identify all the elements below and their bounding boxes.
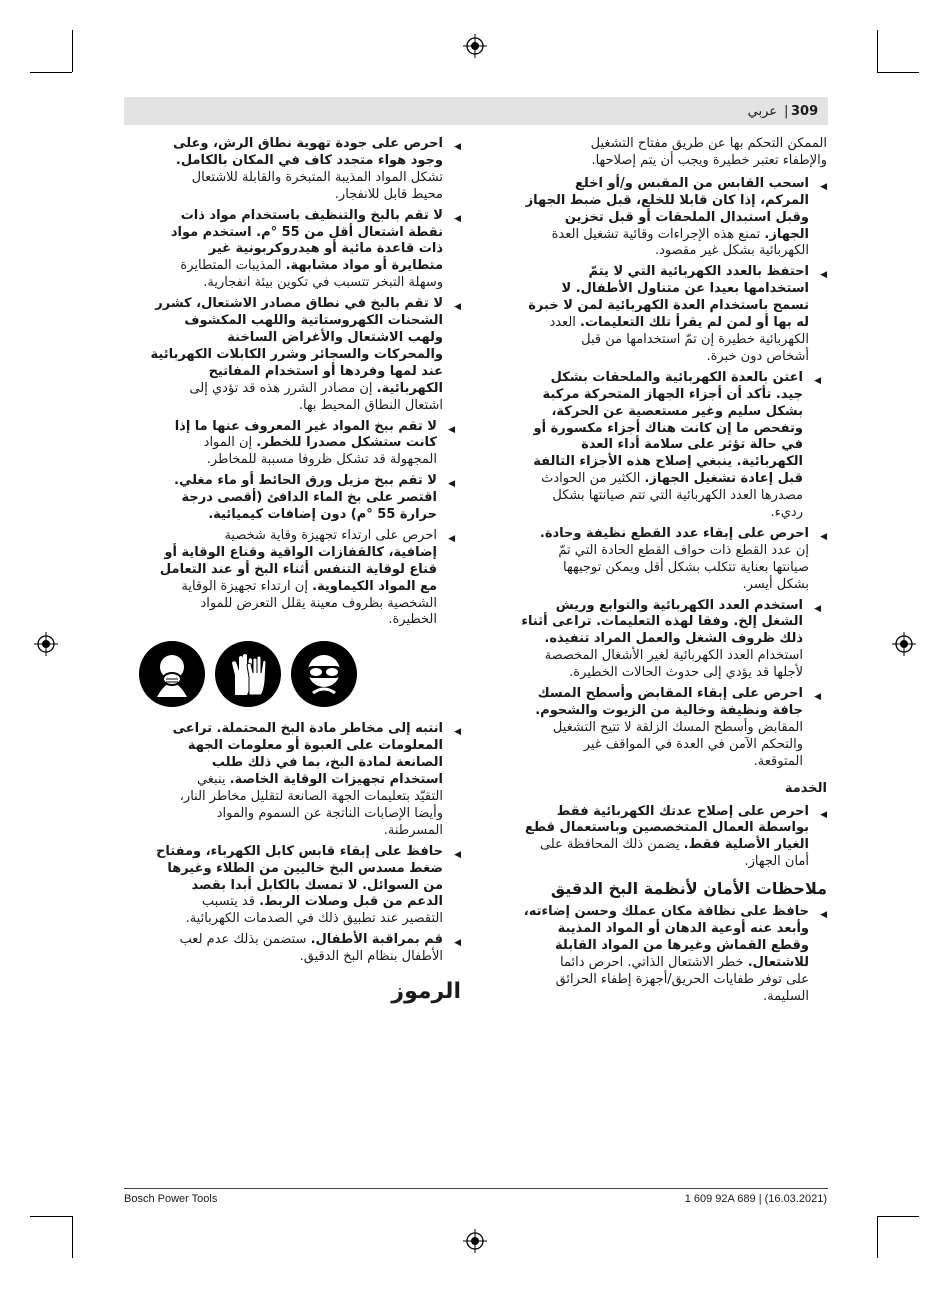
bullet-triangle-icon: ◀ (814, 692, 821, 703)
bullet-triangle-icon: ◀ (820, 809, 827, 820)
item-text-line: بشكل أيسر. (742, 576, 809, 592)
item-mixed-line (123, 932, 443, 949)
bullet-item (123, 721, 461, 839)
item-text-line: مصدرها العدد الكهربائية التي تتم صيانتها بشكل (552, 488, 803, 504)
bullet-triangle-icon: ◀ (454, 213, 461, 224)
item-bold-line: جافة ونظيفة وخالية من الزيوت والشحوم. (535, 703, 803, 718)
bullet-item (485, 804, 827, 872)
bullet-triangle-icon: ◀ (814, 375, 821, 386)
bullet-item (485, 264, 827, 365)
item-text-line: السليمة. (762, 988, 809, 1004)
item-bold-line: تسمح باستخدام العدة الكهربائية لمن لا خبرة (528, 298, 809, 314)
bullet-item (485, 176, 827, 261)
item-mixed-line (123, 579, 437, 596)
page-header-bar (124, 97, 828, 125)
item-normal-text: ستضمن بذلك عدم لعب (179, 932, 311, 948)
item-bold-line: اسحب القابس من المقبس و/أو اخلع (574, 175, 809, 191)
item-bold-line: حافظ على نظافة مكان عملك وحسن إضاءته، (523, 904, 809, 920)
item-bold-text: الدعم من قبل وصلات الربط. (259, 894, 443, 910)
item-bold-line: ذات قاعدة مائية أو هيدروكربونية غير (208, 241, 443, 257)
bullet-triangle-icon: ◀ (448, 479, 455, 490)
item-normal-text: العدد (549, 315, 581, 331)
bullet-item (123, 208, 461, 293)
item-text-line: والتحكم الآمن في العدة في المواقف غير (583, 736, 803, 752)
item-text-line: أمان الجهاز. (744, 854, 809, 870)
bullet-item (123, 932, 461, 966)
item-normal-text: إن مصادر الشرر هذه قد تؤدي إلى (189, 380, 377, 396)
item-mixed-line (123, 894, 443, 911)
footer-doc-number: 1 609 92A 689 | (16.03.2021) (684, 1193, 827, 1205)
bullet-triangle-icon: ◀ (820, 531, 827, 542)
item-bold-line: احرص على إبقاء عدد القطع نظيفة وحادة. (539, 525, 809, 541)
item-bold-line: ضغط مسدس البخ خاليين من الطلاء وغيرها (167, 860, 443, 876)
item-text-line: احرص على ارتداء تجهيزة وقاية شخصية (224, 527, 437, 543)
section-heading-service: الخدمة (784, 780, 827, 796)
item-text-line: محيط قابل للانفجار. (334, 186, 443, 202)
right-column (485, 136, 827, 1010)
bullet-triangle-icon: ◀ (814, 603, 821, 614)
item-text-line: الشخصية بظروف معينة يقلل التعرض للمواد (200, 595, 437, 611)
item-bold-line: جيد. تأكد أن أجزاء الجهاز المتحركة مركبة (542, 386, 803, 402)
item-bold-line: وأبعد عنه أوعية الدهان أو المواد المذيبة (557, 920, 809, 936)
item-bold-line: لا تقم ببخ المواد غير المعروف عنها ما إذا (174, 418, 437, 434)
item-mixed-line (485, 837, 809, 854)
item-text-line: المسرطنة. (383, 822, 443, 838)
bullet-item (485, 526, 827, 594)
item-bold-line: لا تقم بالبخ والتنظيف باستخدام مواد ذات (180, 207, 443, 223)
item-bold-line: احتفظ بالعدد الكهربائية التي لا يتمّ (588, 264, 809, 280)
item-bold-line: انتبه إلى مخاطر مادة البخ المحتملة. تراعى (172, 721, 443, 737)
left-column (123, 136, 461, 1005)
footer-brand: Bosch Power Tools (124, 1193, 218, 1205)
bullet-triangle-icon: ◀ (820, 910, 827, 921)
item-text-line: صيانتها بعناية تتكلب بشكل أقل ويمكن توجيهها (563, 559, 809, 575)
bullet-item (123, 136, 461, 204)
item-bold-line: الشغل إلخ. وفقا لهذه التعليمات. تراعى أثناء (521, 614, 803, 630)
item-bold-line: حافظ على إبقاء قابس كابل الكهرباء، ومفتاح (156, 843, 443, 859)
bullet-triangle-icon: ◀ (820, 270, 827, 281)
item-bold-line: والمحركات والسجائر وشرر الكابلات الكهربائية (150, 346, 443, 362)
item-bold-text: استخدام تجهيزات الوقاية الخاصة. (229, 772, 443, 788)
item-bold-line: الكهربائية. ينبغي إصلاح هذه الأجزاء التالفة (533, 454, 803, 470)
section-heading-spray: ملاحظات الأمان لأنظمة البخ الدقيق (550, 879, 827, 899)
ppe-icons-row (139, 641, 461, 707)
bullet-item (123, 419, 461, 470)
item-bold-line: عند لمها وفردها أو استخدام المفاتيح (208, 363, 443, 379)
item-bold-line: الصانعة لمادة البخ، بما في ذلك طلب (211, 755, 443, 771)
item-bold-line: بشكل سليم وغير مستعصية عن الحركة، (551, 403, 803, 419)
item-mixed-line (485, 471, 803, 488)
registration-mark-icon (463, 1229, 487, 1253)
item-bold-text: الغيار الأصلية فقط. (683, 837, 809, 853)
bullet-item (485, 686, 827, 771)
item-text-line: الأطفال بنظام البخ الدقيق. (299, 949, 443, 965)
intro-text-line: والإطفاء تعتبر خطيرة ويجب أن يتم إصلاحها. (591, 152, 827, 168)
item-text-line: الكهربائية بشكل غير مقصود. (655, 243, 809, 259)
item-text-line: رديء. (770, 505, 803, 521)
item-mixed-line (123, 258, 443, 275)
item-bold-line: احرص على إبقاء المقابض وأسطح المسك (537, 686, 803, 702)
bullet-item (485, 904, 827, 1005)
item-bold-line: وقطع القماش وغيرها من المواد القابلة (555, 937, 809, 953)
bullet-triangle-icon: ◀ (454, 938, 461, 949)
item-bold-line: نقطة اشتعال أقل من 55 °م. استخدم مواد (170, 224, 443, 240)
item-mixed-line (485, 955, 809, 972)
crop-mark (877, 1216, 878, 1258)
item-bold-line: حرارة 55 °م) دون إضافات كيميائية. (208, 507, 437, 523)
item-bold-line: من السوائل. لا تمسك بالكابل أبدا بقصد (191, 877, 443, 893)
registration-mark-icon (892, 632, 916, 656)
item-normal-text: الكثير من الحوادث (541, 471, 645, 487)
bullet-triangle-icon: ◀ (820, 181, 827, 192)
crop-mark (877, 72, 919, 73)
item-text-line: على توفر طفايات الحريق/أجهزة إطفاء الحرائق (555, 971, 809, 987)
item-mixed-line (123, 772, 443, 789)
safety-goggles-icon (291, 641, 357, 707)
item-bold-line: الشحنات الكهروستاتية واللهب المكشوف (184, 313, 443, 329)
item-mixed-line (123, 381, 443, 398)
item-text-line: المقابض وأسطح المسك الزلقة لا تتيح التشغيل (552, 719, 803, 735)
item-text-line: استخدام العدد الكهربائية لغير الأشغال المخصصة (544, 648, 803, 664)
crop-mark (30, 72, 72, 73)
crop-mark (72, 30, 73, 72)
crop-mark (72, 1216, 73, 1258)
item-bold-line: لا تقم بالبخ في نطاق مصادر الاشتعال، كشرر (155, 296, 443, 312)
bullet-item (123, 528, 461, 629)
item-normal-text: ينبغي (196, 772, 230, 788)
item-bold-line: المعلومات على العبوة أو معلومات الجهة (187, 738, 443, 754)
registration-mark-icon (34, 632, 58, 656)
item-text-line: اشتعال النطاق المحيط بها. (298, 397, 443, 413)
item-bold-text: قم بمراقبة الأطفال. (310, 932, 443, 948)
item-normal-text: خطر الاشتعال الذاتي. احرص دائما (560, 954, 748, 970)
item-bold-line: وتفحص ما إن كانت هناك أجزاء مكسورة أو (533, 420, 803, 436)
bullet-triangle-icon: ◀ (454, 727, 461, 738)
item-bold-line: ولهب الاشتعال والأغراض الساخنة (227, 329, 443, 345)
item-bold-line: إضافية، كالقفازات الواقية وقناع الوقاية أو (164, 544, 437, 560)
item-bold-line: احرص على إصلاح عدتك الكهربائية فقط (556, 803, 809, 819)
crop-mark (30, 1216, 72, 1217)
item-bold-line: وقبل استبدال الملحقات أو قبل تخزين (564, 209, 809, 225)
item-bold-line: احرص على جودة تهوية نطاق الرش، وعلى (173, 136, 443, 151)
item-mixed-line (485, 227, 809, 244)
item-text-line: إن عدد القطع ذات حواف القطع الحادة التي تمّ (558, 542, 809, 558)
bullet-item (485, 370, 827, 522)
crop-mark (877, 30, 878, 72)
item-normal-text: المذيبات المتطايرة (180, 258, 286, 274)
item-text-line: المجهولة قد تشكل ظروفا مسببة للمخاطر. (206, 452, 437, 468)
item-bold-line: ذلك ظروف الشغل والعمل المراد تنفيذه. (544, 631, 803, 647)
item-normal-text: إن ارتداء تجهيزة الوقاية (181, 578, 313, 594)
header-separator: | (784, 104, 789, 119)
item-bold-line: قناع لوقاية التنفس أثناء البخ أو عند التعامل (159, 561, 437, 577)
item-text-line: التقيّد بتعليمات الجهة الصانعة لتقليل مخاطر النار، (179, 789, 443, 804)
item-bold-line: استخدامها بعيدا عن متناول الأطفال. لا (561, 281, 809, 297)
bullet-item (485, 598, 827, 683)
item-normal-text: يضمن ذلك المحافظة على (539, 837, 684, 853)
bullet-triangle-icon: ◀ (454, 302, 461, 313)
item-bold-line: استخدم العدد الكهربائية والتوابع وريش (555, 597, 803, 613)
item-bold-line: لا تقم ببخ مزيل ورق الحائط أو ماء مغلي. (174, 473, 437, 489)
bullet-triangle-icon: ◀ (454, 142, 461, 152)
bullet-item (123, 473, 461, 524)
item-bold-text: قبل إعادة تشغيل الجهاز. (644, 471, 803, 487)
section-heading-symbols: الرموز (391, 979, 461, 1005)
item-bold-line: اعتن بالعدة الكهربائية والملحقات بشكل (550, 369, 803, 385)
item-normal-text: قد يتسبب (201, 894, 260, 910)
footer-divider (124, 1188, 828, 1189)
item-bold-line: في حالة تؤثر على سلامة أداء العدة (581, 437, 803, 453)
item-normal-text: إن المواد (203, 435, 257, 451)
item-text-line: تشكل المواد المذيبة المتبخرة والقابلة للاشتعال (191, 169, 443, 185)
item-normal-text: تمنع هذه الإجراءات وقائية تشغيل العدة (551, 226, 765, 242)
registration-mark-icon (463, 34, 487, 58)
item-bold-line: المركم، إذا كان قابلا للخلع، قبل ضبط الجهاز (525, 192, 809, 208)
item-text-line: الخطيرة. (388, 612, 437, 628)
crop-mark (877, 1216, 919, 1217)
item-bold-text: الكهربائية. (376, 380, 443, 396)
item-bold-line: وجود هواء متجدد كاف في المكان بالكامل. (175, 152, 443, 168)
item-text-line: أشخاص دون خبرة. (706, 348, 809, 364)
intro-text-line: الممكن التحكم بها عن طريق مفتاح التشغيل (590, 136, 827, 151)
item-bold-text: للاشتعال. (747, 954, 809, 970)
item-text-line: الكهربائية خطيرة إن تمّ استخدامها من قبل (581, 331, 809, 347)
page-number: 309 (791, 104, 819, 119)
item-mixed-line (485, 315, 809, 332)
bullet-triangle-icon: ◀ (454, 849, 461, 860)
language-label: عربي (747, 104, 777, 119)
item-text-line: المتوقعة. (753, 753, 803, 769)
dust-mask-icon (139, 641, 205, 707)
item-bold-line: بواسطة العمال المتخصصين وباستعمال قطع (524, 820, 809, 836)
item-text-line: التقصير عند تطبيق ذلك في الصدمات الكهربائية. (185, 911, 443, 927)
bullet-item (123, 844, 461, 929)
protective-gloves-icon (215, 641, 281, 707)
bullet-triangle-icon: ◀ (448, 424, 455, 435)
bullet-triangle-icon: ◀ (448, 533, 455, 544)
item-bold-text: مع المواد الكيماوية. (312, 578, 437, 594)
item-bold-text: كانت ستشكل مصدرا للخطر. (256, 435, 437, 451)
item-text-line: وأيضا الإصابات الناتجة عن السموم والمواد (216, 805, 443, 821)
bullet-item (123, 296, 461, 414)
item-bold-line: اقتصر على بخ الماء الدافئ (أقصى درجة (181, 490, 437, 506)
item-bold-text: الجهاز. (764, 226, 809, 242)
item-text-line: لأجلها قد يؤدي إلى حدوث الحالات الخطيرة. (569, 665, 803, 681)
item-mixed-line (123, 435, 437, 452)
item-bold-text: له بها أو لمن لم يقرأ تلك التعليمات. (580, 315, 809, 331)
item-bold-text: متطايرة أو مواد مشابهة. (285, 258, 443, 274)
item-text-line: وسهلة التبخر تتسبب في تكوين بيئة انفجارية. (203, 275, 443, 291)
